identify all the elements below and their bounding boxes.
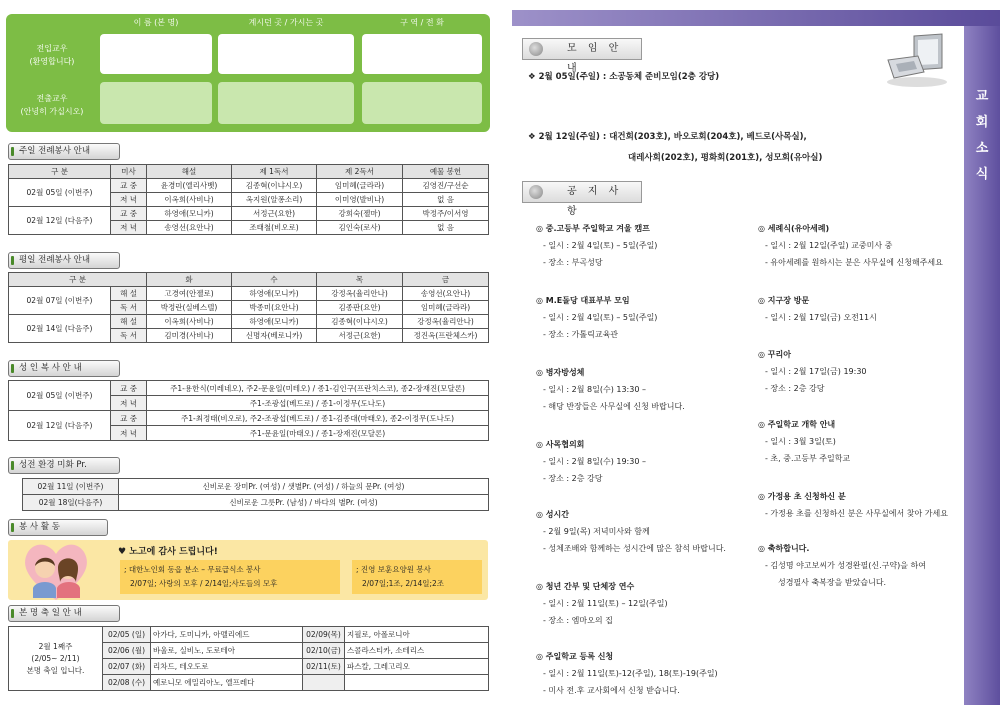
cell: 김종혁(이냐시오) xyxy=(232,179,317,193)
reg-in-name xyxy=(100,34,212,74)
cell: 김영진/구선순 xyxy=(403,179,489,193)
cell: 주1-용한식(미레네오), 주2-문윤일(미테오) / 종1-김인구(프란치스코), 종2-장재진(모달론) xyxy=(147,381,489,396)
reg-label-in: 전입교우 (환영합니다) xyxy=(29,44,75,66)
table-row xyxy=(9,627,489,643)
cell: 김종판(요안) xyxy=(317,301,403,315)
cell: 주1-문윤일(마태오) / 종1-장재진(모달론) xyxy=(147,426,489,441)
date-cell: 02월 12일 (다음주) xyxy=(9,411,111,441)
cell: 송영선(요안나) xyxy=(147,221,232,235)
feast-side: 2월 1째주 (2/05~ 2/11) 본명 축일 입니다. xyxy=(9,627,103,691)
th: 수 xyxy=(232,273,317,287)
table-row xyxy=(9,315,489,329)
date-cell: 02월 05일 (이번주) xyxy=(9,381,111,411)
notice-4: ◎ 사목협의회 - 일시 : 2월 8일(수) 19:30 – - 장소 : 2층 강당 xyxy=(536,440,646,483)
date-cell: 02월 14일 (다음주) xyxy=(9,315,111,343)
cell: 박종미(요안나) xyxy=(232,301,317,315)
side-title: 교 회 소 식 xyxy=(975,89,989,182)
service-section-title: 봉 사 활 동 xyxy=(8,519,108,536)
notice-12: ◎ 가정용 초 신청하신 분 - 가정용 초를 신청하신 분은 사무실에서 찾아 가세요 xyxy=(758,492,948,518)
cell xyxy=(345,675,489,691)
notice-7: ◎ 주일학교 등록 신청 - 일시 : 2월 11일(토)-12(주일), 18(토)-19(주일) - 미사 전.후 교사회에서 신청 받습니다. xyxy=(536,652,718,695)
cell: 02/06 (월) xyxy=(103,643,151,659)
cell: 저 녁 xyxy=(111,396,147,411)
cell: 이옥희(사비나) xyxy=(147,193,232,207)
feast-table xyxy=(8,626,489,691)
reg-header-area: 구 역 / 전 화 xyxy=(400,18,444,27)
th: 예물 봉헌 xyxy=(403,165,489,179)
cell: 박정주/이서영 xyxy=(403,207,489,221)
cell: 없 음 xyxy=(403,221,489,235)
notice-9: ◎ 지구장 방문 - 일시 : 2월 17일(금) 오전11시 xyxy=(758,296,877,322)
badge-icon xyxy=(529,185,543,199)
cell: 저 녁 xyxy=(111,221,147,235)
sunday-section-title: 주일 전례봉사 안내 xyxy=(8,143,120,160)
heart-icon: ♥ xyxy=(118,547,127,557)
altar-section-title: 성 인 복 사 안 내 xyxy=(8,360,120,377)
altar-table xyxy=(8,380,489,441)
computer-icon xyxy=(884,30,950,88)
notice-1: ◎ 중.고등부 주일학교 겨울 캠프 - 일시 : 2월 4일(토) – 5일(주일) - 장소 : 부곡성당 xyxy=(536,224,658,267)
notice-11: ◎ 주일학교 개학 안내 - 일시 : 3월 3일(토) - 초, 중.고등부 주일학교 xyxy=(758,420,851,463)
cell: 박정란(실베스텔) xyxy=(147,301,232,315)
table-row xyxy=(9,411,489,426)
reg-in-place xyxy=(218,34,354,74)
cell: 저 녁 xyxy=(111,426,147,441)
cell: 02/10(금) xyxy=(303,643,345,659)
meeting-2a: ❖ 2월 12일(주일) : 대건회(203호), 바오로회(204호), 베드로(사목실), xyxy=(528,132,807,142)
cell: 신명자(베로니카) xyxy=(232,329,317,343)
cell: 하영애(모니카) xyxy=(232,315,317,329)
th: 미사 xyxy=(111,165,147,179)
meeting-1: ❖ 2월 05일(주일) : 소공동체 준비모임(2층 강당) xyxy=(528,72,720,82)
cell: 김인숙(로사) xyxy=(317,221,403,235)
service-thanks: ♥ 노고에 감사 드립니다! xyxy=(118,547,218,557)
notice-header: 공 지 사 항 xyxy=(522,181,642,203)
sunday-table xyxy=(8,164,489,235)
cell: 저 녁 xyxy=(111,193,147,207)
cell: 강정옥(율리안나) xyxy=(403,315,489,329)
cell: 02/07 (화) xyxy=(103,659,151,675)
cell: 없 음 xyxy=(403,193,489,207)
cell: 리차드, 테오도로 xyxy=(151,659,303,675)
th: 화 xyxy=(147,273,232,287)
th: 구 분 xyxy=(9,165,111,179)
cell: 이옥희(사비나) xyxy=(147,315,232,329)
cell: 강정옥(율리안나) xyxy=(317,287,403,301)
feast-section-title: 본 명 축 일 안 내 xyxy=(8,605,120,622)
th: 제 2독서 xyxy=(317,165,403,179)
notice-5: ◎ 성시간 - 2월 9일(목) 저녁미사와 함께 - 성체조배와 함께하는 성시간에 많은 참석 바랍니다. xyxy=(536,510,726,553)
notice-10: ◎ 꾸리아 - 일시 : 2월 17일(금) 19:30 - 장소 : 2층 강당 xyxy=(758,350,867,393)
th: 목 xyxy=(317,273,403,287)
meeting-header: 모 임 안 내 xyxy=(522,38,642,60)
cell: 주1-조광섭(베드로) / 종1-이정무(도나도) xyxy=(147,396,489,411)
notice-3: ◎ 병자방성체 - 일시 : 2월 8일(수) 13:30 – - 해당 반장들은 사무실에 신청 바랍니다. xyxy=(536,368,685,411)
marriage-section-title: 성전 환경 미화 Pr. xyxy=(8,457,120,474)
cell: 독 서 xyxy=(111,329,147,343)
notice-2: ◎ M.E돌당 대표부부 모임 - 일시 : 2월 4일(토) – 5일(주일) - 장소 : 가톨릭교육관 xyxy=(536,296,658,339)
th: 금 xyxy=(403,273,489,287)
table-row xyxy=(23,479,489,495)
table-row xyxy=(9,207,489,221)
cell: 김미경(사비나) xyxy=(147,329,232,343)
cell: 정진옥(프란체스카) xyxy=(403,329,489,343)
top-bar xyxy=(512,10,1000,26)
reg-header-name: 이 름 (본 명) xyxy=(133,18,179,27)
meeting-2b: 대레사회(202호), 평화회(201호), 성모회(유아실) xyxy=(628,153,823,163)
reg-out-area xyxy=(362,82,482,124)
th: 제 1독서 xyxy=(232,165,317,179)
cell: 독 서 xyxy=(111,301,147,315)
cell: 02/09(목) xyxy=(303,627,345,643)
cell: 하영애(모니카) xyxy=(147,207,232,221)
cell: 지필로, 아폴로니아 xyxy=(345,627,489,643)
table-row xyxy=(9,287,489,301)
cell: 02월 18일(다음주) xyxy=(23,495,119,511)
cell: 파스칼, 그레고리오 xyxy=(345,659,489,675)
cell: 교 중 xyxy=(111,411,147,426)
cell: 교 중 xyxy=(111,179,147,193)
cell: 송영선(요안나) xyxy=(403,287,489,301)
weekday-table xyxy=(8,272,489,343)
date-cell: 02월 07일 (이번주) xyxy=(9,287,111,315)
notice-8: ◎ 세례식(유아세례) - 일시 : 2월 12일(주일) 교중미사 중 - 유아세례를 원하시는 분은 사무실에 신청해주세요 xyxy=(758,224,943,267)
cell: 고경여(안젤로) xyxy=(147,287,232,301)
cell: 서정근(요한) xyxy=(317,329,403,343)
cell: 예로니모 에밀리아노, 엘프레다 xyxy=(151,675,303,691)
cell: 김종혁(이냐시오) xyxy=(317,315,403,329)
cell: 신비로운 장미Pr. (여성) / 샛별Pr. (여성) / 하늘의 문Pr. (여성) xyxy=(119,479,489,495)
reg-header-place: 계시던 곳 / 가시는 곳 xyxy=(248,18,324,27)
cell: 02/08 (수) xyxy=(103,675,151,691)
cell: 해 설 xyxy=(111,315,147,329)
reg-label-out: 전출교우 (안녕히 가십시오) xyxy=(20,94,84,116)
cell: 교 중 xyxy=(111,207,147,221)
cell xyxy=(303,675,345,691)
reg-out-place xyxy=(218,82,354,124)
cell: 주1-최정태(비오로), 주2-조광섭(베드로) / 종1-김종대(마태오), 종2-이정무(도나도) xyxy=(147,411,489,426)
cell: 해 설 xyxy=(111,287,147,301)
notice-13: ◎ 축하합니다. - 김성명 야고보씨가 성경완필(신.구약)을 하여 성경필사 축복장을 받았습니다. xyxy=(758,544,926,587)
table-row xyxy=(9,381,489,396)
service-right-sub: 2/07일;1조, 2/14일;2조 xyxy=(362,579,445,588)
cell: 조태철(비오로) xyxy=(232,221,317,235)
couple-illustration xyxy=(18,538,94,604)
cell: 임미혜(글라라) xyxy=(403,301,489,315)
badge-icon xyxy=(529,42,543,56)
cell: 스콜라스티카, 소테리스 xyxy=(345,643,489,659)
cell: 02월 11일 (이번주) xyxy=(23,479,119,495)
cell: 임미혜(글라라) xyxy=(317,179,403,193)
cell: 서정근(요한) xyxy=(232,207,317,221)
table-row xyxy=(9,179,489,193)
cell: 02/11(토) xyxy=(303,659,345,675)
cell: 이미영(발비나) xyxy=(317,193,403,207)
th: 구 분 xyxy=(9,273,147,287)
cell: 아가다, 도미니카, 아멜리에드 xyxy=(151,627,303,643)
date-cell: 02월 12일 (다음주) xyxy=(9,207,111,235)
cell: 강희숙(젤마) xyxy=(317,207,403,221)
cell: 하영애(모니카) xyxy=(232,287,317,301)
table-row xyxy=(23,495,489,511)
notice-6: ◎ 청년 간부 및 단체장 연수 - 일시 : 2월 11일(토) – 12일(주일) - 장소 : 엠마오의 집 xyxy=(536,582,668,625)
cell: 02/05 (일) xyxy=(103,627,151,643)
date-cell: 02월 05일 (이번주) xyxy=(9,179,111,207)
service-left-title: ; 대한노인회 동읍 분소 – 무료급식소 봉사 xyxy=(124,565,261,574)
cell: 윤경미(엘리사벳) xyxy=(147,179,232,193)
service-left-sub: 2/07일; 사랑의 모후 / 2/14일;사도들의 모후 xyxy=(130,579,278,588)
cell: 교 중 xyxy=(111,381,147,396)
reg-in-area xyxy=(362,34,482,74)
reg-out-name xyxy=(100,82,212,124)
cell: 신비로운 그릇Pr. (남성) / 바다의 별Pr. (여성) xyxy=(119,495,489,511)
environment-table xyxy=(22,478,489,511)
weekday-section-title: 평일 전례봉사 안내 xyxy=(8,252,120,269)
cell: 바울로, 실비노, 도로테아 xyxy=(151,643,303,659)
th: 해설 xyxy=(147,165,232,179)
cell: 옥지원(알퐁소리) xyxy=(232,193,317,207)
service-right-title: ; 진영 보훈요양원 봉사 xyxy=(356,565,431,574)
